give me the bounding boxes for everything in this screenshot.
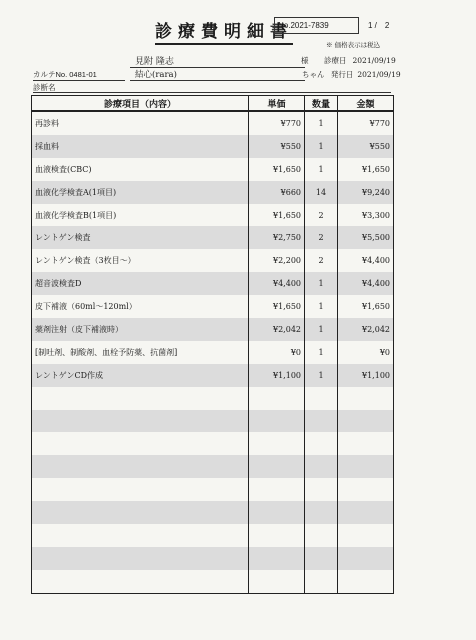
issue-date-label: 発行日 [330,70,354,79]
issue-date: 2021/09/19 [357,70,401,79]
table-row [32,387,394,410]
item-name [32,501,249,524]
item-name [32,478,249,501]
item-qty [305,570,338,593]
item-qty: 1 [305,135,338,158]
item-amount: ¥3,300 [338,204,394,227]
table-row [32,226,394,249]
item-price [249,547,305,570]
karte-number: 0481-01 [69,70,97,79]
tax-note: ※ 価格表示は税込 [326,41,381,49]
item-price [249,410,305,433]
item-name [32,547,249,570]
table-row [32,181,394,204]
item-name: レントゲンCD作成 [32,364,249,387]
item-price: ¥2,200 [249,249,305,272]
item-amount [338,455,394,478]
item-price [249,501,305,524]
karte-row [33,69,125,81]
item-qty: 14 [305,181,338,204]
item-qty: 2 [305,204,338,227]
header-item: 診療項目（内容） [32,96,249,112]
table-row [32,295,394,318]
table-row [32,410,394,433]
item-amount [338,570,394,593]
item-price: ¥4,400 [249,272,305,295]
item-amount: ¥2,042 [338,318,394,341]
table-row [32,547,394,570]
item-name: [制吐剤、制酸剤、血栓予防薬、抗菌剤] [32,341,249,364]
item-price [249,478,305,501]
header-qty: 数量 [305,96,338,112]
item-amount [338,478,394,501]
page-number: 1 / 2 [368,21,390,30]
table-row [32,341,394,364]
item-qty: 1 [305,295,338,318]
item-qty: 2 [305,249,338,272]
table-row [32,524,394,547]
item-price [249,524,305,547]
item-amount: ¥550 [338,135,394,158]
table-row [32,249,394,272]
item-name: 再診料 [32,111,249,135]
item-name [32,570,249,593]
item-price: ¥660 [249,181,305,204]
item-price: ¥550 [249,135,305,158]
item-name [32,432,249,455]
item-qty [305,410,338,433]
table-row [32,501,394,524]
issue-date-row [302,69,401,80]
item-amount: ¥1,650 [338,158,394,181]
item-amount: ¥4,400 [338,249,394,272]
item-name: 皮下補液（60ml〜120ml） [32,295,249,318]
item-qty: 1 [305,158,338,181]
table-row [32,318,394,341]
item-amount: ¥9,240 [338,181,394,204]
item-amount [338,410,394,433]
item-name: 薬剤注射（皮下補液時） [32,318,249,341]
item-price: ¥1,650 [249,158,305,181]
item-amount [338,501,394,524]
header-amount: 金額 [338,96,394,112]
item-price: ¥1,650 [249,204,305,227]
item-name: 採血料 [32,135,249,158]
item-amount: ¥1,650 [338,295,394,318]
item-qty [305,387,338,410]
table-row [32,135,394,158]
item-price: ¥1,100 [249,364,305,387]
item-price: ¥2,042 [249,318,305,341]
table-row [32,478,394,501]
diagnosis-label: 診断名 [33,83,56,92]
item-amount: ¥0 [338,341,394,364]
table-row [32,570,394,593]
item-name: レントゲン検査（3枚目〜） [32,249,249,272]
item-price [249,432,305,455]
item-qty: 1 [305,341,338,364]
item-price: ¥770 [249,111,305,135]
item-amount: ¥4,400 [338,272,394,295]
item-amount: ¥770 [338,111,394,135]
item-name: レントゲン検査 [32,226,249,249]
items-table [31,95,394,594]
item-qty [305,455,338,478]
exam-date-label: 診療日 [324,56,347,65]
item-name: 血液検査(CBC) [32,158,249,181]
item-qty: 1 [305,364,338,387]
exam-date: 2021/09/19 [352,56,396,65]
item-price [249,570,305,593]
karte-label: カルテNo. [33,70,68,79]
pet-name: 結心(rara) [130,68,305,81]
item-name: 超音波検査D [32,272,249,295]
item-qty: 1 [305,318,338,341]
item-amount [338,432,394,455]
table-row [32,272,394,295]
item-qty [305,432,338,455]
item-qty [305,524,338,547]
item-amount [338,547,394,570]
pet-suffix: ちゃん [302,70,325,79]
item-name: 血液化学検査B(1項目) [32,204,249,227]
item-name [32,455,249,478]
item-name: 血液化学検査A(1項目) [32,181,249,204]
item-qty [305,501,338,524]
item-qty: 1 [305,272,338,295]
item-qty [305,478,338,501]
table-row [32,455,394,478]
document-title: 診療費明細書 [155,17,293,45]
table-row [32,111,394,135]
item-price: ¥0 [249,341,305,364]
item-price [249,387,305,410]
header-price: 単価 [249,96,305,112]
document-number: No.2021-7839 [274,17,359,34]
item-price: ¥2,750 [249,226,305,249]
item-amount [338,524,394,547]
owner-name: 見附 隆志 [130,54,305,68]
item-qty: 1 [305,111,338,135]
table-row [32,432,394,455]
item-name [32,410,249,433]
item-amount [338,387,394,410]
item-qty: 2 [305,226,338,249]
table-row [32,364,394,387]
table-row [32,158,394,181]
item-price [249,455,305,478]
item-name [32,387,249,410]
diagnosis-row [33,82,391,93]
item-qty [305,547,338,570]
exam-date-row [324,55,396,66]
item-amount: ¥1,100 [338,364,394,387]
table-header-row [32,96,394,112]
item-amount: ¥5,500 [338,226,394,249]
owner-suffix: 様 [301,56,309,65]
item-name [32,524,249,547]
table-row [32,204,394,227]
item-price: ¥1,650 [249,295,305,318]
